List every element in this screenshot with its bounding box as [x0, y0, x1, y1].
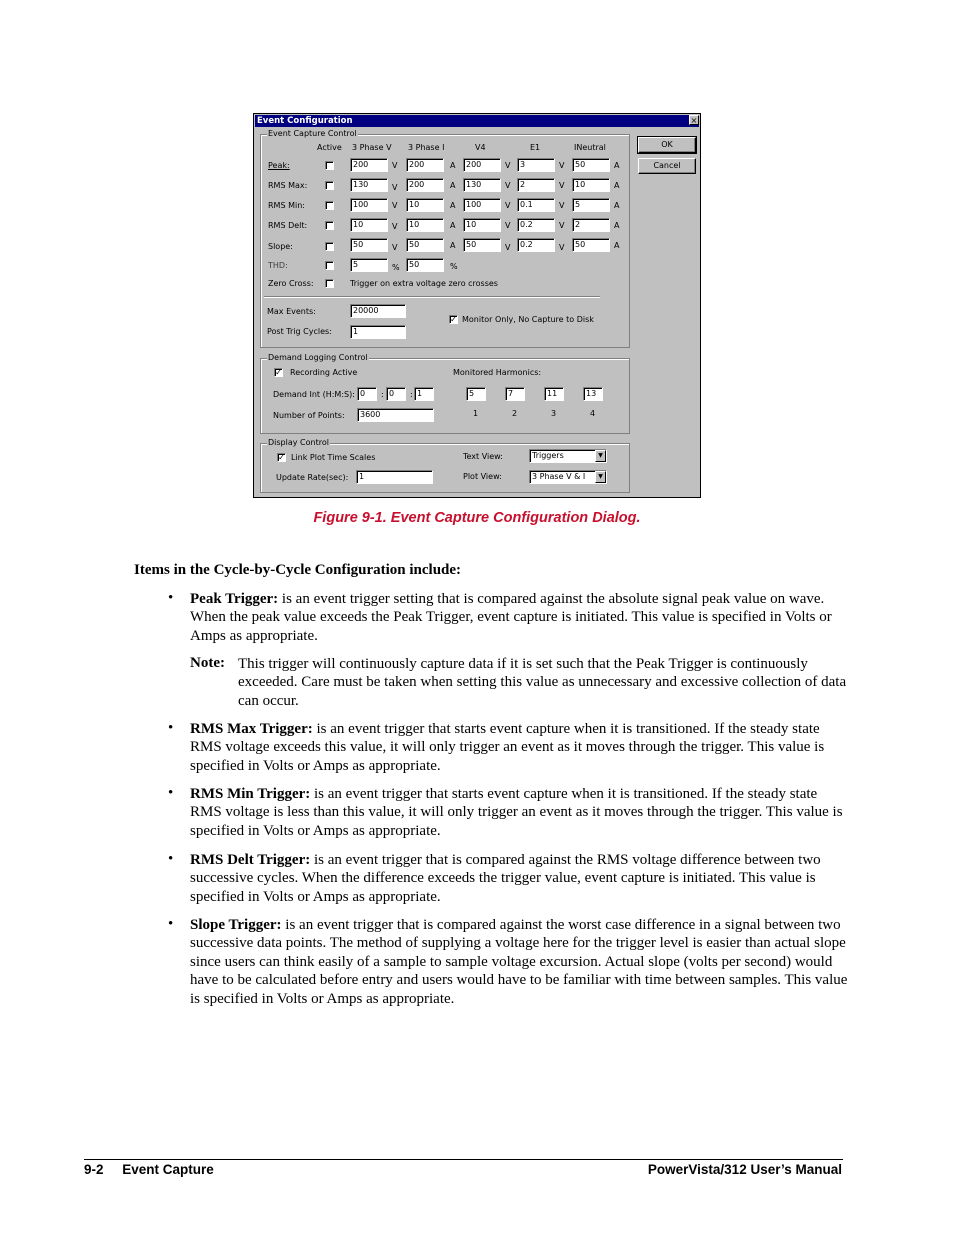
- text-view-dropdown[interactable]: [529, 449, 607, 463]
- harmonic-2-field[interactable]: 7: [505, 387, 525, 401]
- chevron-down-icon[interactable]: ▼: [595, 450, 606, 462]
- active-checkbox-rms-delt[interactable]: [325, 221, 334, 230]
- demand-int-label: Demand Int (H:M:S):: [273, 390, 355, 399]
- harmonic-index-4: 4: [590, 409, 596, 418]
- link-plot-label: Link Plot Time Scales: [291, 453, 376, 462]
- rms-min-ineutral-field[interactable]: 5: [572, 198, 610, 212]
- unit: V: [505, 181, 511, 190]
- unit: V: [505, 201, 511, 210]
- post-trig-cycles-label: Post Trig Cycles:: [267, 327, 332, 336]
- harmonic-4-field[interactable]: 13: [583, 387, 603, 401]
- cancel-button[interactable]: Cancel: [638, 158, 696, 174]
- unit: V: [392, 222, 398, 231]
- rms-max-v4-field[interactable]: 130: [463, 178, 501, 192]
- link-plot-checkbox[interactable]: ✓: [278, 453, 285, 462]
- slope-v4-field[interactable]: 50: [463, 238, 501, 252]
- rms-delt-e1-field[interactable]: 0.2: [517, 218, 555, 232]
- harmonic-index-1: 1: [473, 409, 479, 418]
- rms-min-3phase-i-field[interactable]: 10: [406, 198, 444, 212]
- unit: V: [559, 221, 565, 230]
- footer-manual-title: PowerVista/312 User’s Manual: [647, 1162, 842, 1177]
- row-label-rms-max: RMS Max:: [268, 181, 308, 190]
- unit: V: [505, 161, 511, 170]
- divider: [264, 296, 600, 298]
- thd-label: THD:: [268, 261, 288, 270]
- unit: V: [392, 201, 398, 210]
- harmonic-1-field[interactable]: 5: [466, 387, 486, 401]
- peak-3phase-v-field[interactable]: 200: [350, 158, 388, 172]
- item-text: is an event trigger setting that is compared against the absolute signal peak value on wave. When the peak value exceeds the Peak Trigger, event capture is initiated. This value is specified in Volts or Amps as appropriate.: [190, 591, 832, 644]
- item-rms-max-trigger: [190, 720, 850, 775]
- rms-min-3phase-v-field[interactable]: 100: [350, 198, 388, 212]
- peak-e1-field[interactable]: 3: [517, 158, 555, 172]
- post-trig-cycles-field[interactable]: 1: [350, 325, 406, 339]
- active-checkbox-thd[interactable]: [325, 261, 334, 270]
- bullet-icon: •: [168, 590, 174, 606]
- number-of-points-label: Number of Points:: [273, 411, 345, 420]
- footer-divider: [84, 1159, 843, 1160]
- unit: A: [450, 221, 456, 230]
- zero-cross-label: Zero Cross:: [268, 279, 314, 288]
- number-of-points-field[interactable]: 3600: [357, 408, 434, 422]
- monitor-only-checkbox[interactable]: ✓: [450, 315, 457, 324]
- peak-ineutral-field[interactable]: 50: [572, 158, 610, 172]
- unit: %: [392, 263, 400, 272]
- dialog-title: Event Configuration: [255, 115, 699, 127]
- time-separator: :: [381, 390, 384, 399]
- active-checkbox-rms-max[interactable]: [325, 181, 334, 190]
- unit: A: [450, 201, 456, 210]
- time-separator: :: [410, 390, 413, 399]
- demand-int-hours-field[interactable]: 0: [357, 387, 377, 401]
- note-label: Note:: [190, 655, 225, 671]
- demand-int-seconds-field[interactable]: 1: [414, 387, 434, 401]
- col-header-3phase-v: 3 Phase V: [352, 143, 392, 152]
- unit: A: [614, 241, 620, 250]
- row-label-rms-min: RMS Min:: [268, 201, 305, 210]
- slope-e1-field[interactable]: 0.2: [517, 238, 555, 252]
- unit: A: [614, 201, 620, 210]
- monitor-only-label: Monitor Only, No Capture to Disk: [462, 315, 594, 324]
- harmonic-3-field[interactable]: 11: [544, 387, 564, 401]
- item-text: is an event trigger that starts event capture when it is transitioned. If the steady state RMS voltage exceeds this value, it will only trigger an event as it moves through the trigger. This value is specified in Volts or Amps as appropriate.: [190, 721, 825, 774]
- unit: V: [559, 201, 565, 210]
- item-term: RMS Min Trigger:: [190, 786, 311, 802]
- unit: V: [559, 243, 565, 252]
- item-peak-trigger: [190, 590, 850, 645]
- note-text: This trigger will continuously capture data if it is set such that the Peak Trigger is continuously exceeded. Care must be taken when setting this value as unnecessary and excessive collection of data can occur.: [238, 656, 847, 709]
- close-icon[interactable]: ×: [690, 116, 698, 125]
- unit: A: [450, 161, 456, 170]
- footer-page-section: 9-2 Event Capture: [84, 1162, 214, 1177]
- rms-delt-3phase-v-field[interactable]: 10: [350, 218, 388, 232]
- col-header-ineutral: INeutral: [574, 143, 606, 152]
- rms-min-e1-field[interactable]: 0.1: [517, 198, 555, 212]
- item-rms-min-trigger: [190, 785, 850, 840]
- rms-max-3phase-i-field[interactable]: 200: [406, 178, 444, 192]
- display-control-group-label: Display Control: [268, 438, 329, 447]
- unit: V: [559, 161, 565, 170]
- event-configuration-dialog: [253, 113, 701, 498]
- max-events-field[interactable]: 20000: [350, 304, 406, 318]
- item-term: RMS Delt Trigger:: [190, 852, 311, 868]
- unit: A: [450, 181, 456, 190]
- col-header-3phase-i: 3 Phase I: [408, 143, 445, 152]
- unit: V: [559, 181, 565, 190]
- unit: %: [450, 262, 458, 271]
- unit: V: [392, 183, 398, 192]
- update-rate-field[interactable]: 1: [356, 470, 433, 484]
- rms-delt-v4-field[interactable]: 10: [463, 218, 501, 232]
- col-header-active: Active: [317, 143, 342, 152]
- recording-active-checkbox[interactable]: ✓: [275, 368, 282, 377]
- update-rate-label: Update Rate(sec):: [276, 473, 349, 482]
- item-text: is an event trigger that is compared against the worst case difference in a signal between two successive data points. The method of supplying a voltage here for the trigger level is easier than actual slope since users can think easily of a sample to sample voltage excursion. Actual slope (volts per second) would have to be calculated before entry and users would have to be familiar with time between samples. This value is specified in Volts or Amps as appropriate.: [190, 917, 848, 1007]
- harmonic-index-3: 3: [551, 409, 557, 418]
- bullet-icon: •: [168, 720, 174, 736]
- active-checkbox-slope[interactable]: [325, 242, 334, 251]
- item-rms-delt-trigger: [190, 851, 850, 906]
- event-capture-group-label: Event Capture Control: [268, 129, 357, 138]
- row-label-peak: Peak:: [268, 161, 290, 170]
- thd-i-field[interactable]: 50: [406, 258, 444, 272]
- demand-logging-group-label: Demand Logging Control: [268, 353, 368, 362]
- rms-delt-3phase-i-field[interactable]: 10: [406, 218, 444, 232]
- plot-view-label: Plot View:: [463, 472, 502, 481]
- bullet-icon: •: [168, 785, 174, 801]
- ok-button[interactable]: OK: [638, 137, 696, 153]
- bullet-icon: •: [168, 851, 174, 867]
- col-header-e1: E1: [530, 143, 541, 152]
- unit: V: [392, 161, 398, 170]
- item-term: RMS Max Trigger:: [190, 721, 313, 737]
- unit: A: [614, 181, 620, 190]
- thd-v-field[interactable]: 5: [350, 258, 388, 272]
- item-term: Peak Trigger:: [190, 591, 279, 607]
- unit: A: [614, 161, 620, 170]
- bullet-icon: •: [168, 916, 174, 932]
- zero-cross-checkbox[interactable]: [325, 279, 334, 288]
- max-events-label: Max Events:: [267, 307, 316, 316]
- col-header-v4: V4: [475, 143, 486, 152]
- rms-max-ineutral-field[interactable]: 10: [572, 178, 610, 192]
- slope-3phase-i-field[interactable]: 50: [406, 238, 444, 252]
- rms-delt-ineutral-field[interactable]: 2: [572, 218, 610, 232]
- peak-v4-field[interactable]: 200: [463, 158, 501, 172]
- demand-int-minutes-field[interactable]: 0: [386, 387, 406, 401]
- chevron-down-icon[interactable]: ▼: [595, 471, 606, 483]
- text-view-label: Text View:: [463, 452, 503, 461]
- row-label-rms-delt: RMS Delt:: [268, 221, 308, 230]
- item-term: Slope Trigger:: [190, 917, 282, 933]
- unit: V: [392, 243, 398, 252]
- section-heading: Items in the Cycle-by-Cycle Configuration include:: [134, 562, 462, 578]
- peak-3phase-i-field[interactable]: 200: [406, 158, 444, 172]
- unit: A: [614, 221, 620, 230]
- plot-view-value: 3 Phase V & I: [532, 472, 586, 481]
- rms-min-v4-field[interactable]: 100: [463, 198, 501, 212]
- harmonic-index-2: 2: [512, 409, 518, 418]
- recording-active-label: Recording Active: [290, 368, 358, 377]
- plot-view-dropdown[interactable]: [529, 470, 607, 484]
- item-slope-trigger: [190, 916, 850, 1008]
- slope-3phase-v-field[interactable]: 50: [350, 238, 388, 252]
- text-view-value: Triggers: [532, 451, 564, 460]
- row-label-slope: Slope:: [268, 242, 293, 251]
- unit: A: [450, 241, 456, 250]
- figure-caption: Figure 9-1. Event Capture Configuration Dialog.: [313, 510, 641, 526]
- active-checkbox-peak[interactable]: [325, 161, 334, 170]
- unit: V: [505, 243, 511, 252]
- item-text: is an event trigger that starts event capture when it is transitioned. If the steady state RMS voltage is less than this value, it will only trigger an event as it moves through the trigger. This value is specified in Volts or Amps as appropriate.: [190, 786, 843, 839]
- rms-max-3phase-v-field[interactable]: 130: [350, 178, 388, 192]
- zero-cross-text: Trigger on extra voltage zero crosses: [350, 279, 498, 288]
- slope-ineutral-field[interactable]: 50: [572, 238, 610, 252]
- monitored-harmonics-label: Monitored Harmonics:: [453, 368, 542, 377]
- item-text: is an event trigger that is compared against the RMS voltage difference between two successive cycles. When the difference exceeds the trigger value, event capture is initiated. This value is specified in Volts or Amps as appropriate.: [190, 852, 821, 905]
- unit: V: [505, 221, 511, 230]
- rms-max-e1-field[interactable]: 2: [517, 178, 555, 192]
- active-checkbox-rms-min[interactable]: [325, 201, 334, 210]
